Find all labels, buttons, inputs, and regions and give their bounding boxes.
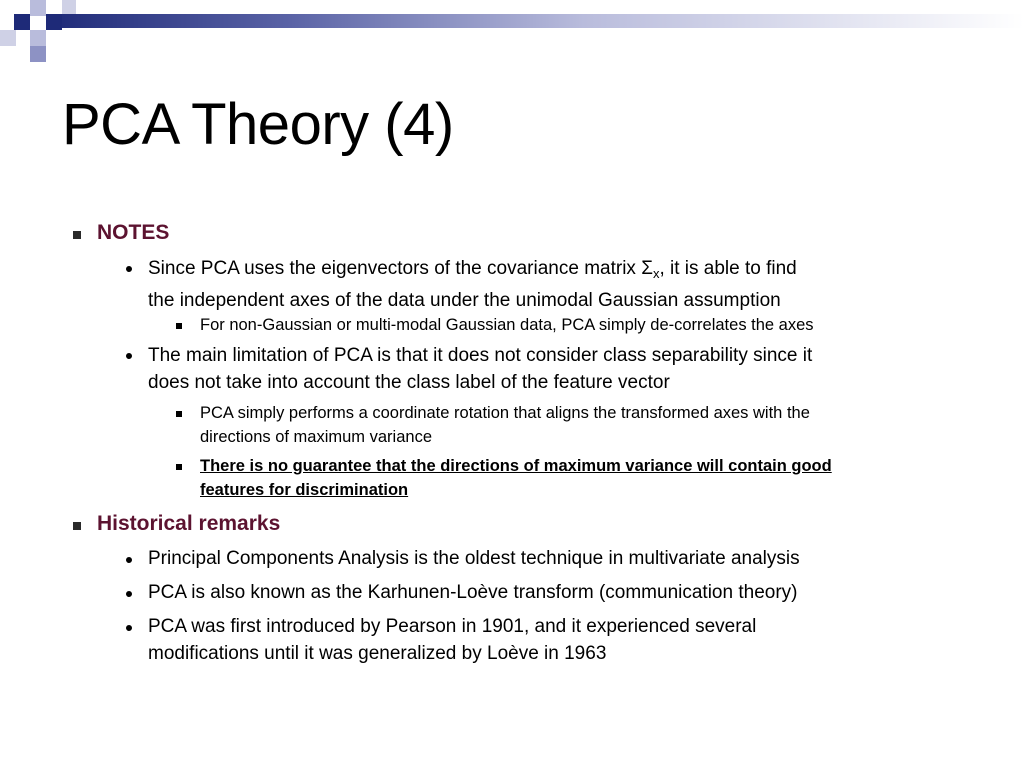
subpoint-bullet-icon <box>176 411 182 417</box>
sigma-symbol: Σ <box>641 258 653 279</box>
subpoint-2-2-line2: features for discrimination <box>200 481 409 499</box>
point-1-text <box>148 255 988 314</box>
point-2-line2: does not take into account the class label of the feature vector <box>148 372 670 393</box>
point-bullet-icon <box>126 625 132 631</box>
deco-square-light-4 <box>0 30 16 46</box>
subpoint-2-2-text <box>200 454 990 502</box>
subpoint-2-2-line1: There is no guarantee that the directions of maximum variance will contain good <box>200 457 832 475</box>
slide-title: PCA Theory (4) <box>62 92 454 157</box>
point-2-text <box>148 342 988 396</box>
historical-point-1: Principal Components Analysis is the oldest technique in multivariate analysis <box>148 548 800 569</box>
section-heading-notes: NOTES <box>97 221 170 244</box>
point-1-line1-post: , it is able to find <box>659 258 797 279</box>
point-bullet-icon <box>126 557 132 563</box>
historical-point-3 <box>148 613 988 667</box>
deco-square-light-3 <box>30 30 46 46</box>
subpoint-2-1-line1: PCA simply performs a coordinate rotation that aligns the transformed axes with the <box>200 404 810 422</box>
section-bullet-icon <box>73 231 81 239</box>
deco-square-light-2 <box>62 0 76 14</box>
historical-point-3-line1: PCA was first introduced by Pearson in 1901, and it experienced several <box>148 616 757 637</box>
point-2-line1: The main limitation of PCA is that it does not consider class separability since it <box>148 345 813 366</box>
subpoint-2-1-text <box>200 401 990 449</box>
point-bullet-icon <box>126 266 132 272</box>
section-heading-historical: Historical remarks <box>97 512 281 535</box>
section-bullet-icon <box>73 522 81 530</box>
point-1-line2: the independent axes of the data under the unimodal Gaussian assumption <box>148 290 781 311</box>
deco-square-light-1 <box>30 0 46 16</box>
subpoint-1-1-text: For non-Gaussian or multi-modal Gaussian data, PCA simply de-correlates the axes <box>200 316 814 334</box>
point-1-line1-pre: Since PCA uses the eigenvectors of the covariance matrix <box>148 258 642 279</box>
historical-point-3-line2: modifications until it was generalized by Loève in 1963 <box>148 643 607 664</box>
sigma-subscript: x <box>652 266 660 281</box>
point-bullet-icon <box>126 353 132 359</box>
subpoint-bullet-icon <box>176 323 182 329</box>
deco-square-mid-1 <box>30 46 46 62</box>
deco-square-navy-1 <box>14 14 30 30</box>
historical-point-2: PCA is also known as the Karhunen-Loève transform (communication theory) <box>148 582 798 603</box>
header-gradient-bar <box>46 14 1024 28</box>
subpoint-2-1-line2: directions of maximum variance <box>200 428 432 446</box>
point-bullet-icon <box>126 591 132 597</box>
subpoint-bullet-icon <box>176 464 182 470</box>
deco-square-navy-2 <box>46 14 62 30</box>
